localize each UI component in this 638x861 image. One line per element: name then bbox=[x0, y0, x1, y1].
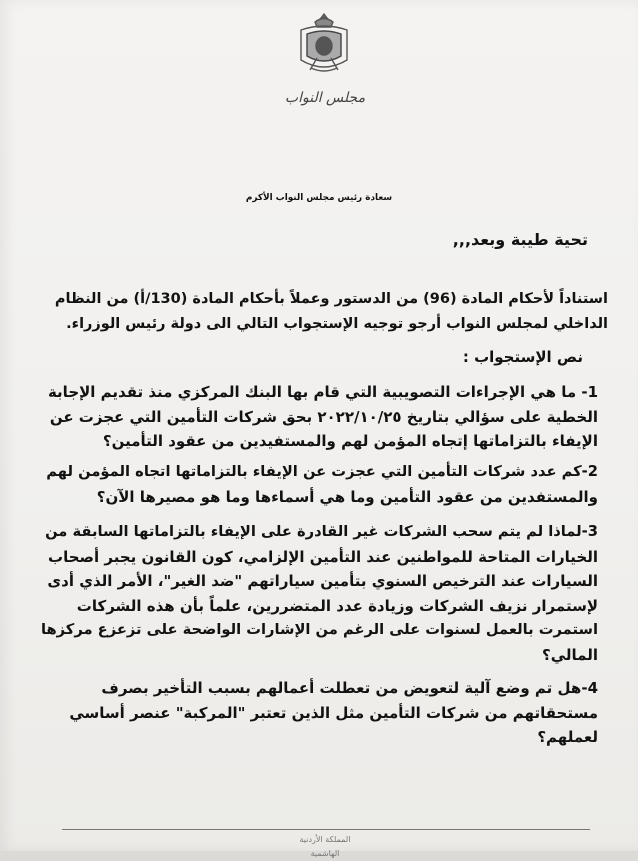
interpellation-heading: نص الإستجواب : bbox=[462, 348, 583, 366]
item-line: الإيفاء بالتزاماتها إتجاه المؤمن لهم والمستفيدين من عقود التأمين؟ bbox=[102, 432, 598, 450]
item-line: لإستمرار نزيف الشركات وزيادة عدد المتضررين، علماً بأن هذه الشركات bbox=[76, 596, 598, 615]
item-line: 4-هل تم وضع آلية لتعويض من تعطلت أعمالهم بسبب التأخير بصرف bbox=[101, 679, 598, 697]
item-line: 3-لماذا لم يتم سحب الشركات غير القادرة على الإيفاء بالتزاماتها السابقة من bbox=[45, 523, 598, 540]
council-name: مجلس النواب bbox=[284, 90, 366, 106]
item-line: 2-كم عدد شركات التأمين التي عجزت عن الإيفاء بالتزاماتها اتجاه المؤمن لهم bbox=[46, 463, 598, 480]
item-line: استمرت بالعمل لسنوات على الرغم من الإشارات الواضحة على تزعزع مركزها bbox=[40, 621, 598, 638]
interpellation-item bbox=[38, 520, 598, 667]
item-line: المالي؟ bbox=[542, 645, 598, 664]
item-line: الخيارات المتاحة للمواطنين عند التأمين الإلزامي، كون القانون يجبر أصحاب bbox=[48, 547, 598, 566]
intro-line: استناداً لأحكام المادة (96) من الدستور وعملاً بأحكام المادة (130/أ) من النظام bbox=[54, 291, 608, 307]
jordan-coat-of-arms-icon bbox=[293, 10, 355, 76]
footer-text: المملكة الأردنية الهاشمية bbox=[299, 835, 351, 858]
intro-line: الداخلي لمجلس النواب أرجو توجيه الإستجواب التالي الى دولة رئيس الوزراء. bbox=[66, 316, 608, 332]
item-line: والمستفدين من عقود التأمين وما هي أسماءها وما هو مصيرها الآن؟ bbox=[96, 487, 598, 506]
greeting: تحية طيبة وبعد,,, bbox=[452, 230, 588, 249]
item-line: 1- ما هي الإجراءات التصويبية التي قام بها البنك المركزي منذ تقديم الإجابة bbox=[47, 383, 598, 401]
item-line: مستحقاتهم من شركات التأمين مثل الذين تعتبر "المركبة" عنصر أساسي bbox=[69, 703, 598, 722]
interpellation-item bbox=[38, 676, 598, 750]
interpellation-item bbox=[38, 460, 598, 509]
item-line: لعملهم؟ bbox=[537, 728, 598, 746]
interpellation-item bbox=[38, 380, 598, 454]
item-line: السيارات عند الترخيص السنوي بتأمين سياراتهم "ضد الغير"، الأمر الذي أدى bbox=[47, 572, 598, 590]
footer-divider bbox=[62, 829, 590, 830]
salutation: سعادة رئيس مجلس النواب الأكرم bbox=[245, 193, 393, 203]
item-line: الخطية على سؤالي بتاريخ ٢٠٢٢/١٠/٢٥ بحق شركات التأمين التي عجزت عن bbox=[49, 407, 598, 426]
